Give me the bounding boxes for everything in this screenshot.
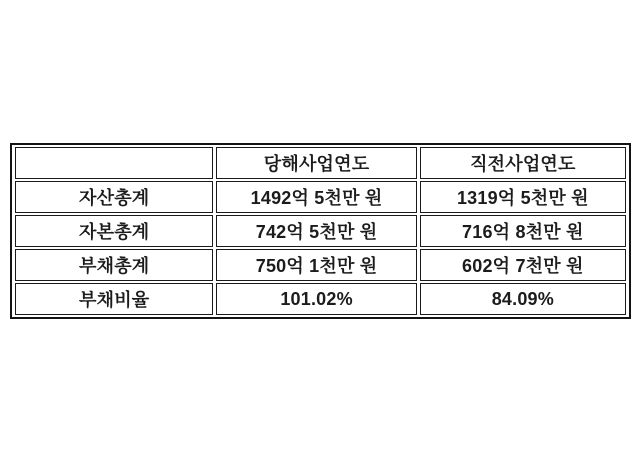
row-label-debt-ratio: 부채비율 — [15, 283, 213, 315]
debt-ratio-current-value: 101.02% — [216, 283, 416, 315]
row-label-total-equity: 자본총계 — [15, 215, 213, 247]
financial-summary-table — [10, 143, 631, 319]
total-liabilities-current-value: 750억 1천만 원 — [216, 249, 416, 281]
debt-ratio-previous-value: 84.09% — [420, 283, 626, 315]
table-row-total-equity — [15, 215, 626, 247]
row-label-total-liabilities: 부채총계 — [15, 249, 213, 281]
header-current-fiscal-year: 당해사업연도 — [216, 147, 416, 179]
header-empty-cell — [15, 147, 213, 179]
header-previous-fiscal-year: 직전사업연도 — [420, 147, 626, 179]
table-row-total-liabilities — [15, 249, 626, 281]
total-liabilities-previous-value: 602억 7천만 원 — [420, 249, 626, 281]
total-assets-previous-value: 1319억 5천만 원 — [420, 181, 626, 213]
row-label-total-assets: 자산총계 — [15, 181, 213, 213]
total-assets-current-value: 1492억 5천만 원 — [216, 181, 416, 213]
total-equity-previous-value: 716억 8천만 원 — [420, 215, 626, 247]
table-row-debt-ratio — [15, 283, 626, 315]
table-header-row — [15, 147, 626, 179]
fiscal-year-comparison-table — [12, 145, 629, 317]
total-equity-current-value: 742억 5천만 원 — [216, 215, 416, 247]
table-row-total-assets — [15, 181, 626, 213]
